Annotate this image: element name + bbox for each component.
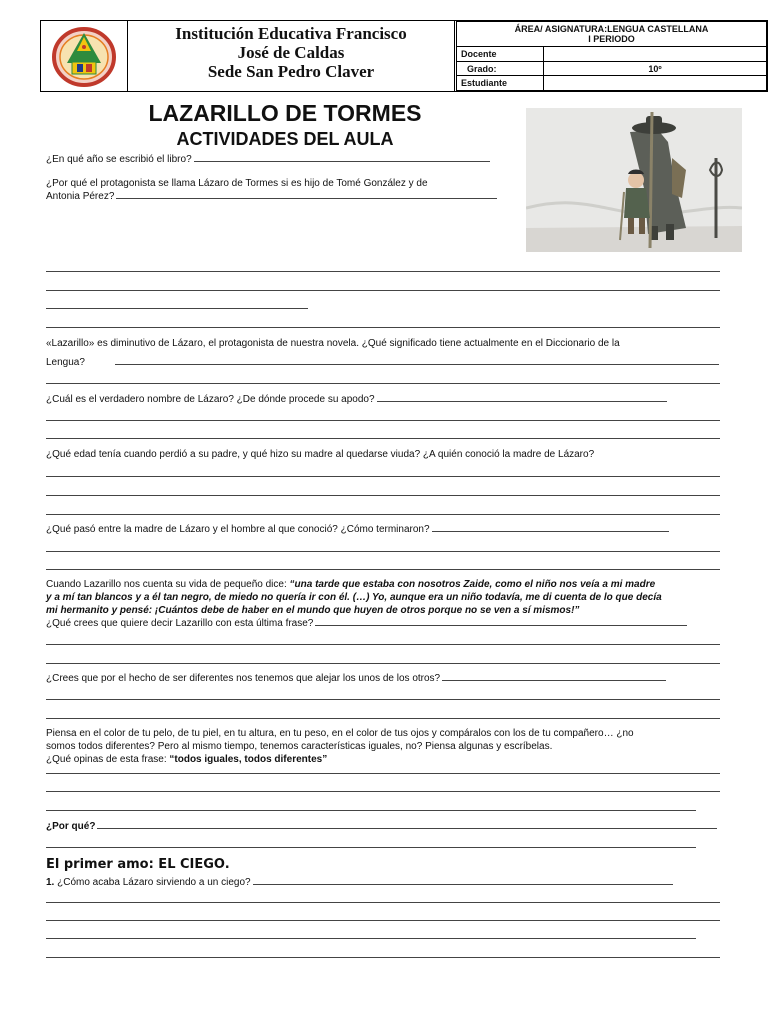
answer-line[interactable] — [432, 531, 669, 532]
answer-line[interactable] — [46, 290, 720, 291]
question-9-quote: “todos iguales, todos diferentes” — [169, 754, 328, 765]
question-1 — [46, 153, 490, 166]
answer-line[interactable] — [46, 938, 696, 939]
institution-name — [128, 21, 455, 91]
answer-line[interactable] — [116, 198, 497, 199]
estudiante-field[interactable] — [544, 76, 767, 91]
answer-line[interactable] — [253, 884, 673, 885]
question-7-quote-3: mi hermanito y pensé: ¡Cuántos debe de haber en el mundo que huyen de otros porque no se ven a sí mismos!” — [46, 605, 580, 616]
section-question-1-number: 1. — [46, 877, 55, 888]
answer-line[interactable] — [46, 476, 720, 477]
section-heading: El primer amo: EL CIEGO. — [46, 857, 230, 872]
question-7-quote-2: y a mí tan blancos y a él tan negro, de miedo no quería ir con él. (…) Yo, aunque era un niño todavía, me di cuenta de lo que decía — [46, 592, 662, 603]
question-7-quote-1: “una tarde que estaba con nosotros Zaide, como el niño nos veía a mi madre — [289, 579, 656, 590]
answer-line[interactable] — [46, 644, 720, 645]
question-5 — [46, 448, 726, 461]
question-6-text: ¿Qué pasó entre la madre de Lázaro y el hombre al que conoció? ¿Cómo terminaron? — [46, 524, 430, 535]
answer-line[interactable] — [46, 514, 720, 515]
answer-line[interactable] — [115, 364, 719, 365]
answer-line[interactable] — [46, 847, 696, 848]
area-line-1: ÁREA/ ASIGNATURA:LENGUA CASTELLANA — [514, 24, 709, 35]
answer-line[interactable] — [46, 699, 720, 700]
question-8-text: ¿Crees que por el hecho de ser diferentes nos tenemos que alejar los unos de los otros? — [46, 673, 441, 684]
question-7-text: ¿Qué crees que quiere decir Lazarillo con esta última frase? — [46, 618, 314, 629]
question-2 — [46, 177, 497, 203]
answer-line[interactable] — [46, 791, 720, 792]
grado-label: Grado: — [457, 61, 544, 76]
answer-line[interactable] — [377, 401, 667, 402]
institution-line-3: Sede San Pedro Claver — [207, 62, 375, 81]
info-table — [456, 21, 767, 91]
page-subtitle: ACTIVIDADES DEL AULA — [176, 129, 394, 149]
answer-line[interactable] — [46, 495, 720, 496]
answer-line[interactable] — [46, 810, 696, 811]
answer-line[interactable] — [46, 957, 720, 958]
question-9-text-2: somos todos diferentes? Pero al mismo tiempo, tenemos características iguales, no? Piensa algunas y escríbelas. — [46, 741, 553, 752]
answer-line[interactable] — [46, 902, 720, 903]
question-3 — [46, 337, 722, 369]
question-4 — [46, 393, 667, 406]
question-1-text: ¿En qué año se escribió el libro? — [46, 154, 192, 165]
question-3-text-1: «Lazarillo» es diminutivo de Lázaro, el protagonista de nuestra novela. ¿Qué significado tiene actualmente en el Diccionario de la — [46, 338, 620, 349]
question-9-text-3: ¿Qué opinas de esta frase: — [46, 754, 170, 765]
answer-line[interactable] — [46, 920, 720, 921]
area-line-2: I PERIODO — [588, 34, 635, 45]
answer-line[interactable] — [46, 327, 720, 328]
area-cell — [457, 22, 767, 47]
answer-line[interactable] — [46, 551, 720, 552]
question-3-text-2: Lengua? — [46, 357, 85, 368]
grado-value: 10º — [544, 61, 767, 76]
answer-line[interactable] — [46, 569, 720, 570]
answer-line[interactable] — [46, 438, 720, 439]
question-7 — [46, 578, 726, 630]
answer-line[interactable] — [46, 663, 720, 664]
answer-line[interactable] — [46, 383, 720, 384]
answer-line[interactable] — [46, 773, 720, 774]
answer-line[interactable] — [194, 161, 490, 162]
question-9 — [46, 727, 726, 766]
docente-label: Docente — [457, 47, 544, 62]
header-box — [40, 20, 768, 92]
question-4-text: ¿Cuál es el verdadero nombre de Lázaro? ¿De dónde procede su apodo? — [46, 394, 375, 405]
lazarillo-illustration — [526, 108, 742, 252]
docente-field[interactable] — [544, 47, 767, 62]
institution-line-2: José de Caldas — [237, 43, 345, 62]
section-question-1 — [46, 876, 673, 889]
answer-line[interactable] — [97, 828, 717, 829]
question-9-text-1: Piensa en el color de tu pelo, de tu piel, en tu altura, en tu peso, en el color de tus ojos y compáralos con los de tu compañero… ¿no — [46, 728, 634, 739]
question-10 — [46, 820, 717, 833]
question-7-intro: Cuando Lazarillo nos cuenta su vida de pequeño dice: — [46, 579, 290, 590]
institution-line-1: Institución Educativa Francisco — [175, 24, 407, 43]
answer-line[interactable] — [442, 680, 666, 681]
question-5-text: ¿Qué edad tenía cuando perdió a su padre, y qué hizo su madre al quedarse viuda? ¿A quién conoció la madre de Lázaro? — [46, 449, 595, 460]
question-2-text-2: Antonia Pérez? — [46, 191, 115, 202]
answer-line[interactable] — [315, 625, 687, 626]
school-logo — [41, 21, 128, 91]
answer-line[interactable] — [46, 308, 308, 309]
answer-line[interactable] — [46, 271, 720, 272]
estudiante-label: Estudiante — [457, 76, 544, 91]
answer-line[interactable] — [46, 718, 720, 719]
section-question-1-text: ¿Cómo acaba Lázaro sirviendo a un ciego? — [54, 877, 251, 888]
question-6 — [46, 523, 669, 536]
question-8 — [46, 672, 666, 685]
question-10-text: ¿Por qué? — [46, 821, 96, 832]
answer-line[interactable] — [46, 420, 720, 421]
question-2-text-1: ¿Por qué el protagonista se llama Lázaro de Tormes si es hijo de Tomé González y de — [46, 178, 428, 189]
page-title: LAZARILLO DE TORMES — [148, 100, 422, 126]
